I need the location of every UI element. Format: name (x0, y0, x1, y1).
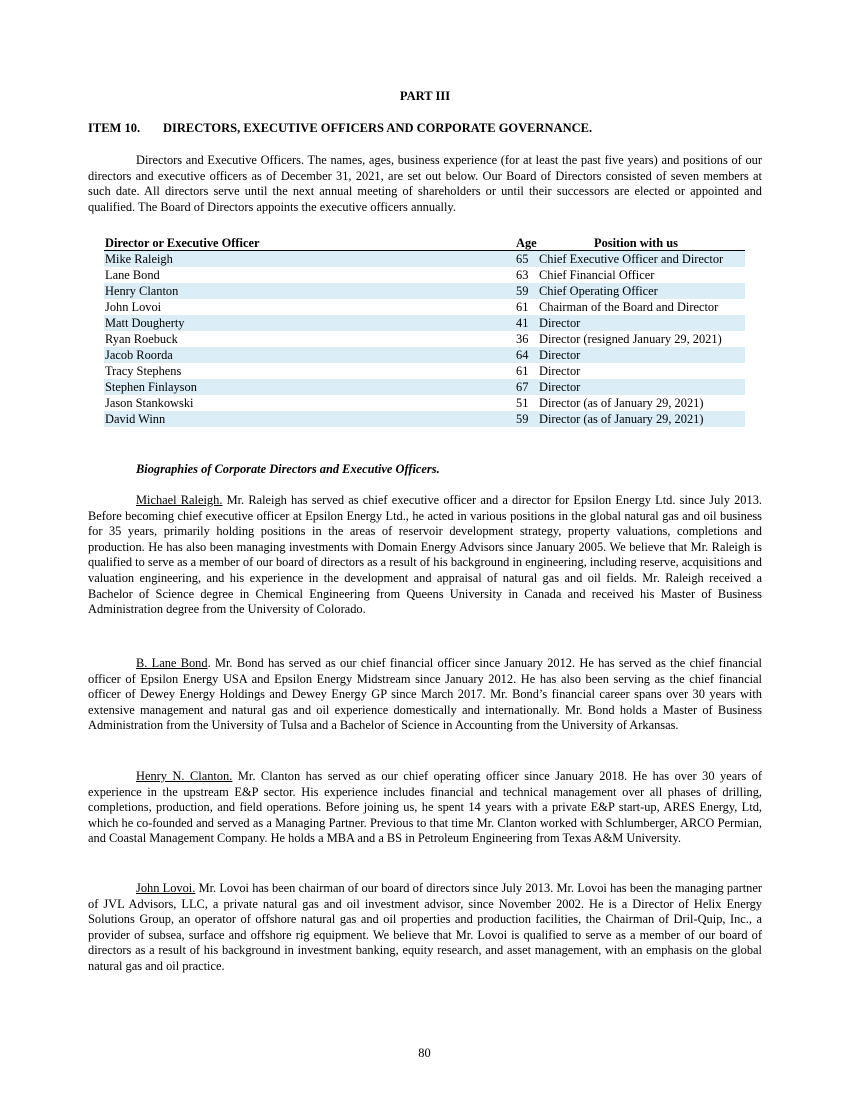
row-age: 61 (516, 300, 529, 314)
row-name: Matt Dougherty (104, 315, 515, 331)
bio-paragraph-lovoi (88, 881, 762, 975)
table-row (104, 315, 745, 331)
bio-text: Mr. Clanton has served as our chief operating officer since January 2018. He has over 30 years of experience in the upstream E&P sector. His experience includes financial and technical management over all phases of drilling, completions, production, and field operations. Before joining us, he spent 14 years with a private E&P start-up, ARES Energy, Ltd, which he co-founded and served as a Managing Partner. Previous to that time Mr. Clanton worked with Schlumberger, ARCO Permian, and Coastal Management Company. He holds a MBA and a BS in Petroleum Engineering from Texas A&M University. (88, 769, 762, 846)
row-position: Director (538, 315, 745, 331)
row-age: 59 (515, 283, 538, 299)
row-name: Tracy Stephens (105, 364, 182, 378)
row-position: Chief Operating Officer (538, 283, 745, 299)
row-position: Chief Executive Officer and Director (538, 251, 745, 268)
header-position: Position with us (538, 236, 745, 251)
bio-paragraph-bond (88, 656, 762, 734)
table-row (104, 395, 745, 411)
row-age: 61 (516, 364, 529, 378)
page-number: 80 (418, 1046, 431, 1060)
row-position: Director (538, 347, 745, 363)
bio-section-heading: Biographies of Corporate Directors and Executive Officers. (136, 462, 440, 476)
row-age: 59 (515, 411, 538, 427)
bio-name: B. Lane Bond (136, 656, 208, 670)
row-position: Director (as of January 29, 2021) (539, 396, 704, 410)
table-header-row (104, 236, 745, 251)
row-name: Henry Clanton (104, 283, 515, 299)
row-age: 51 (516, 396, 529, 410)
table-row (104, 331, 745, 347)
bio-name: John Lovoi. (136, 881, 196, 895)
header-name: Director or Executive Officer (104, 236, 515, 251)
row-age: 67 (515, 379, 538, 395)
row-name: Mike Raleigh (104, 251, 515, 268)
table-row (104, 379, 745, 395)
row-name: Jason Stankowski (105, 396, 194, 410)
bio-text: Mr. Raleigh has served as chief executive officer and a director for Epsilon Energy Ltd. since July 2013. Before becoming chief executive officer at Epsilon Energy Ltd., he acted in various positions in the global natural gas and oil business for 35 years, primarily holding positions in the areas of reservoir development strategy, property valuations, completions and production. He has also been managing investments with Domain Energy Advisors since January 2005. We believe that Mr. Raleigh is qualified to serve as a member of our board of directors as a result of his background in engineering, including reserve, acquisitions and valuation engineering, and his experience in the development and appraisal of natural gas and oil fields. Mr. Raleigh received a Bachelor of Science degree in Chemical Engineering from Queens University in Canada and received his Master of Business Administration degree from the University of Colorado. (88, 493, 762, 617)
bio-text: . Mr. Bond has served as our chief financial officer since January 2012. He has served as the chief financial officer of Epsilon Energy USA and Epsilon Energy Midstream since January 2012. He has also been serving as the chief financial officer of Dewey Energy Holdings and Dewey Energy GP since March 2017. Mr. Bond’s financial career spans over 30 years with extensive management and natural gas and oil experience domestically and internationally. Mr. Bond holds a Master of Business Administration from the University of Tulsa and a Bachelor of Science in Accounting from the University of Arkansas. (88, 656, 762, 733)
row-age: 63 (516, 268, 529, 282)
row-position: Director (538, 379, 745, 395)
item-number: ITEM 10. (88, 121, 141, 135)
bio-name: Michael Raleigh. (136, 493, 223, 507)
table-row (104, 347, 745, 363)
row-name: Lane Bond (105, 268, 160, 282)
item-title: DIRECTORS, EXECUTIVE OFFICERS AND CORPORATE GOVERNANCE. (163, 121, 593, 135)
row-age: 36 (516, 332, 529, 346)
row-position: Chairman of the Board and Director (539, 300, 719, 314)
table-row (104, 283, 745, 299)
table-row (104, 267, 745, 283)
intro-paragraph: Directors and Executive Officers. The names, ages, business experience (for at least the past five years) and positions of our directors and executive officers as of December 31, 2021, are set out below. Our Board of Directors consisted of seven members at such date. All directors serve until the next annual meeting of shareholders or until their successors are elected or appointed and qualified. The Board of Directors appoints the executive officers annually. (88, 153, 762, 214)
row-position: Chief Financial Officer (539, 268, 655, 282)
row-name: John Lovoi (105, 300, 162, 314)
row-name: Jacob Roorda (104, 347, 515, 363)
table-row (104, 299, 745, 315)
officers-table (104, 236, 745, 427)
row-age: 65 (515, 251, 538, 268)
row-name: David Winn (104, 411, 515, 427)
row-age: 64 (515, 347, 538, 363)
bio-paragraph-raleigh (88, 493, 762, 618)
table-row (104, 251, 745, 268)
part-title: PART III (399, 89, 451, 103)
table-row (104, 411, 745, 427)
table-row (104, 363, 745, 379)
row-position: Director (539, 364, 581, 378)
row-name: Stephen Finlayson (104, 379, 515, 395)
row-age: 41 (515, 315, 538, 331)
row-name: Ryan Roebuck (105, 332, 178, 346)
bio-paragraph-clanton (88, 769, 762, 847)
header-age: Age (516, 236, 537, 250)
bio-text: Mr. Lovoi has been chairman of our board of directors since July 2013. Mr. Lovoi has been the managing partner of JVL Advisors, LLC, a private natural gas and oil investment advisor, since November 2002. He is a Director of Helix Energy Solutions Group, an operator of offshore natural gas and oil properties and production facilities, the Chairman of Dril-Quip, Inc., a provider of subsea, surface and offshore rig equipment. We believe that Mr. Lovoi is qualified to serve as a member of our board of directors as a result of his background in investment banking, equity research, and asset management, with an emphasis on the global natural gas and oil practice. (88, 881, 763, 973)
row-position: Director (as of January 29, 2021) (538, 411, 745, 427)
bio-name: Henry N. Clanton. (136, 769, 233, 783)
item-heading (88, 121, 762, 137)
row-position: Director (resigned January 29, 2021) (539, 332, 722, 346)
